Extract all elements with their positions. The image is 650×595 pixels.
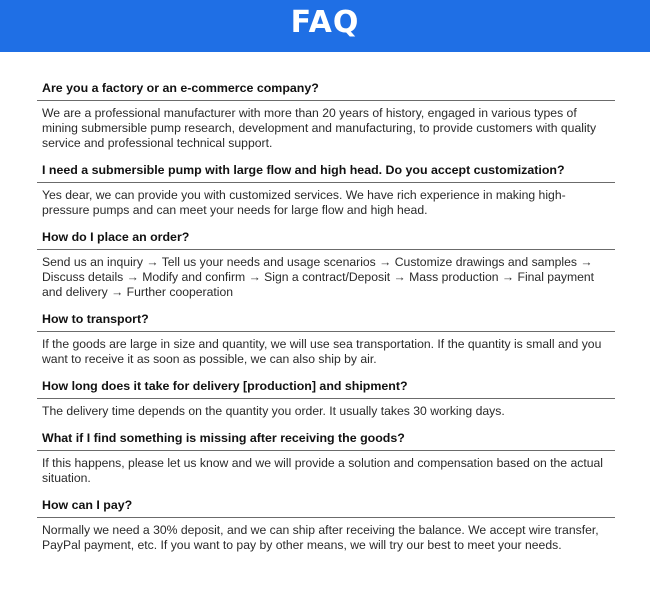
faq-item-transport: [37, 305, 615, 372]
faq-question: What if I find something is missing after receiving the goods?: [37, 424, 615, 451]
faq-question: How to transport?: [37, 305, 615, 332]
faq-question: How can I pay?: [37, 491, 615, 518]
faq-item-missing: [37, 424, 615, 491]
page-title: FAQ: [290, 5, 360, 40]
faq-item-factory: [37, 74, 615, 156]
faq-answer: We are a professional manufacturer with more than 20 years of history, engaged in various types of mining submersible pump research, development and manufacturing, to provide customers with quality service and professional technical support.: [42, 106, 597, 150]
faq-question: How long does it take for delivery [production] and shipment?: [37, 372, 615, 399]
faq-question: I need a submersible pump with large flow and high head. Do you accept customization?: [37, 156, 615, 183]
faq-list: [37, 74, 615, 558]
faq-item-delivery: [37, 372, 615, 424]
faq-item-customization: [37, 156, 615, 223]
faq-question: How do I place an order?: [37, 223, 615, 250]
faq-answer: If this happens, please let us know and we will provide a solution and compensation based on the actual situation.: [42, 456, 603, 485]
faq-answer: If the goods are large in size and quantity, we will use sea transportation. If the quantity is small and you want to receive it as soon as possible, we can also ship by air.: [42, 337, 602, 366]
faq-item-order: [37, 223, 615, 305]
faq-answer: Normally we need a 30% deposit, and we can ship after receiving the balance. We accept wire transfer, PayPal payment, etc. If you want to pay by other means, we will try our best to meet your needs.: [42, 523, 599, 552]
faq-header-banner: [0, 0, 650, 52]
faq-item-payment: [37, 491, 615, 558]
faq-question: Are you a factory or an e-commerce company?: [37, 74, 615, 101]
faq-answer: Yes dear, we can provide you with customized services. We have rich experience in making high-pressure pumps and can meet your needs for large flow and high head.: [42, 188, 566, 217]
faq-answer: Send us an inquiry → Tell us your needs and usage scenarios → Customize drawings and samples → Discuss details → Modify and confirm → Sign a contract/Deposit → Mass production → Final payment and delivery → Further cooperation: [42, 255, 595, 299]
faq-answer: The delivery time depends on the quantity you order. It usually takes 30 working days.: [42, 404, 505, 418]
